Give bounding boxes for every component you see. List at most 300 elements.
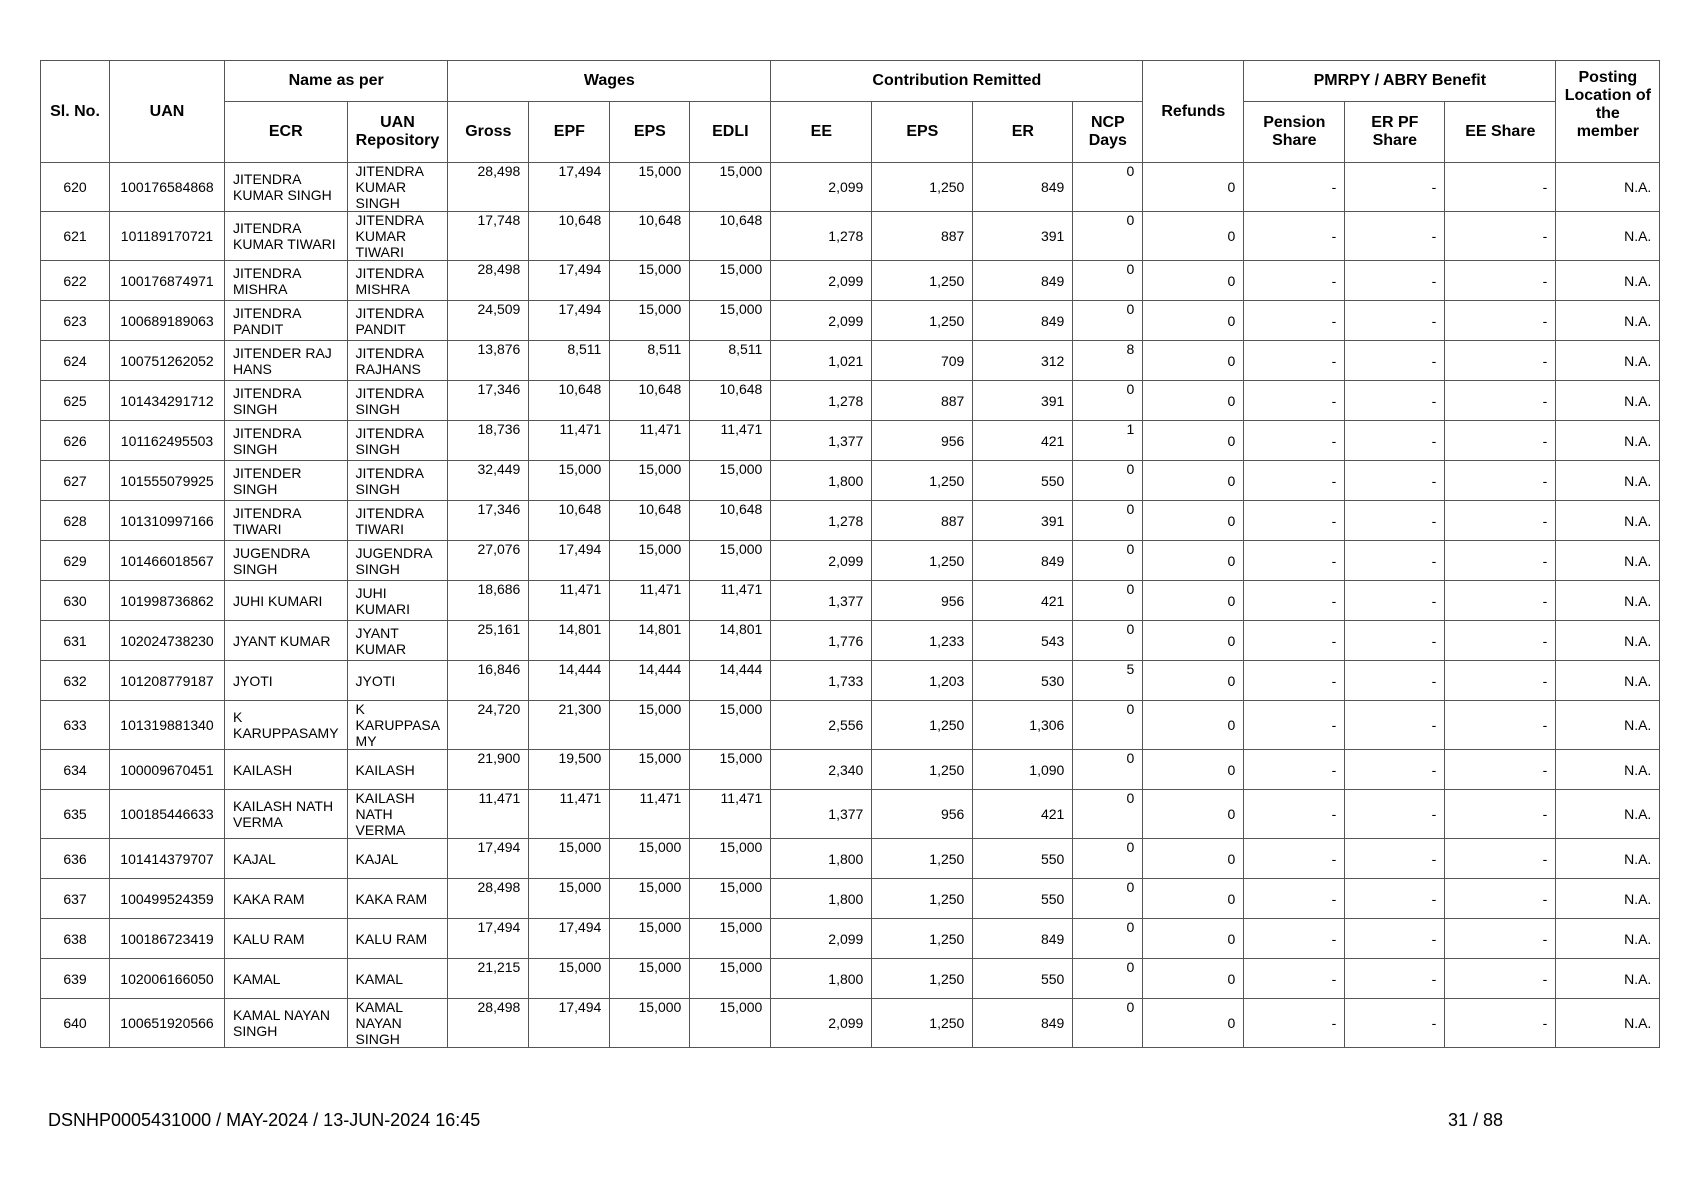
cell-ecr-name: KAMAL <box>225 959 348 999</box>
cell-pension-share: - <box>1244 261 1345 301</box>
cell-epf: 15,000 <box>529 461 610 501</box>
cell-uan-repo-name: K KARUPPASA MY <box>347 701 448 750</box>
cell-contrib-eps: 1,250 <box>872 750 973 790</box>
cell-ee: 2,099 <box>771 261 872 301</box>
cell-uan-repo-name: KAMAL NAYAN SINGH <box>347 999 448 1048</box>
cell-pension-share: - <box>1244 581 1345 621</box>
cell-epf: 17,494 <box>529 261 610 301</box>
cell-contrib-eps: 1,250 <box>872 541 973 581</box>
cell-ee: 2,099 <box>771 999 872 1048</box>
cell-er: 421 <box>973 581 1073 621</box>
cell-contrib-eps: 956 <box>872 790 973 839</box>
table-row <box>41 541 1660 581</box>
cell-ncp-days: 0 <box>1073 301 1143 341</box>
cell-epf: 15,000 <box>529 839 610 879</box>
cell-pension-share: - <box>1244 163 1345 212</box>
cell-posting-location: N.A. <box>1556 541 1660 581</box>
cell-ncp-days: 0 <box>1073 381 1143 421</box>
cell-uan: 100499524359 <box>110 879 225 919</box>
cell-edli: 14,444 <box>690 661 771 701</box>
col-contrib-eps: EPS <box>872 102 973 163</box>
cell-eps: 11,471 <box>610 581 690 621</box>
cell-er-pf-share: - <box>1345 381 1445 421</box>
cell-posting-location: N.A. <box>1556 261 1660 301</box>
cell-epf: 11,471 <box>529 581 610 621</box>
col-uan-repository: UAN Repository <box>347 102 448 163</box>
cell-refunds: 0 <box>1143 261 1244 301</box>
cell-epf: 17,494 <box>529 301 610 341</box>
cell-edli: 15,000 <box>690 541 771 581</box>
cell-edli: 15,000 <box>690 879 771 919</box>
cell-ncp-days: 0 <box>1073 501 1143 541</box>
cell-er-pf-share: - <box>1345 999 1445 1048</box>
cell-epf: 17,494 <box>529 919 610 959</box>
cell-uan: 100185446633 <box>110 790 225 839</box>
cell-ee-share: - <box>1445 959 1556 999</box>
cell-edli: 15,000 <box>690 701 771 750</box>
cell-ecr-name: JITENDRA SINGH <box>225 381 348 421</box>
cell-ee: 2,099 <box>771 541 872 581</box>
cell-sl-no: 624 <box>41 341 110 381</box>
cell-gross: 18,736 <box>448 421 529 461</box>
cell-posting-location: N.A. <box>1556 341 1660 381</box>
cell-sl-no: 640 <box>41 999 110 1048</box>
cell-contrib-eps: 1,250 <box>872 999 973 1048</box>
cell-edli: 15,000 <box>690 750 771 790</box>
cell-ee: 2,099 <box>771 301 872 341</box>
cell-gross: 28,498 <box>448 879 529 919</box>
cell-eps: 15,000 <box>610 701 690 750</box>
cell-contrib-eps: 1,250 <box>872 301 973 341</box>
cell-ee: 1,278 <box>771 501 872 541</box>
cell-er-pf-share: - <box>1345 541 1445 581</box>
col-pension-share: Pension Share <box>1244 102 1345 163</box>
cell-uan: 100689189063 <box>110 301 225 341</box>
cell-edli: 15,000 <box>690 839 771 879</box>
cell-edli: 15,000 <box>690 919 771 959</box>
cell-pension-share: - <box>1244 621 1345 661</box>
cell-ecr-name: JITENDRA KUMAR TIWARI <box>225 212 348 261</box>
cell-sl-no: 632 <box>41 661 110 701</box>
cell-er: 1,306 <box>973 701 1073 750</box>
cell-ncp-days: 0 <box>1073 163 1143 212</box>
cell-eps: 15,000 <box>610 750 690 790</box>
cell-gross: 17,346 <box>448 501 529 541</box>
col-er: ER <box>973 102 1073 163</box>
cell-uan-repo-name: KALU RAM <box>347 919 448 959</box>
cell-eps: 15,000 <box>610 461 690 501</box>
cell-ecr-name: KAJAL <box>225 839 348 879</box>
cell-eps: 11,471 <box>610 421 690 461</box>
cell-er: 543 <box>973 621 1073 661</box>
cell-ecr-name: JITENDRA MISHRA <box>225 261 348 301</box>
cell-ncp-days: 0 <box>1073 621 1143 661</box>
table-row <box>41 701 1660 750</box>
cell-gross: 24,509 <box>448 301 529 341</box>
cell-posting-location: N.A. <box>1556 879 1660 919</box>
cell-gross: 17,494 <box>448 919 529 959</box>
cell-contrib-eps: 1,250 <box>872 879 973 919</box>
cell-pension-share: - <box>1244 301 1345 341</box>
col-group-contribution: Contribution Remitted <box>771 61 1143 102</box>
cell-ee-share: - <box>1445 501 1556 541</box>
cell-uan: 100176874971 <box>110 261 225 301</box>
cell-gross: 25,161 <box>448 621 529 661</box>
cell-pension-share: - <box>1244 750 1345 790</box>
cell-sl-no: 637 <box>41 879 110 919</box>
cell-uan: 100751262052 <box>110 341 225 381</box>
cell-eps: 15,000 <box>610 959 690 999</box>
table-row <box>41 301 1660 341</box>
col-sl-no: Sl. No. <box>41 61 110 163</box>
cell-gross: 27,076 <box>448 541 529 581</box>
cell-sl-no: 631 <box>41 621 110 661</box>
cell-refunds: 0 <box>1143 999 1244 1048</box>
table-row <box>41 421 1660 461</box>
cell-er-pf-share: - <box>1345 261 1445 301</box>
table-row <box>41 790 1660 839</box>
cell-edli: 11,471 <box>690 581 771 621</box>
cell-sl-no: 627 <box>41 461 110 501</box>
cell-ee: 1,800 <box>771 839 872 879</box>
cell-ecr-name: KAMAL NAYAN SINGH <box>225 999 348 1048</box>
cell-contrib-eps: 956 <box>872 581 973 621</box>
table-row <box>41 919 1660 959</box>
cell-ee-share: - <box>1445 261 1556 301</box>
cell-edli: 11,471 <box>690 790 771 839</box>
cell-edli: 10,648 <box>690 381 771 421</box>
cell-ncp-days: 0 <box>1073 212 1143 261</box>
cell-ee: 1,800 <box>771 461 872 501</box>
cell-edli: 14,801 <box>690 621 771 661</box>
cell-ee-share: - <box>1445 212 1556 261</box>
cell-pension-share: - <box>1244 212 1345 261</box>
cell-sl-no: 634 <box>41 750 110 790</box>
table-row <box>41 621 1660 661</box>
cell-edli: 15,000 <box>690 461 771 501</box>
cell-ee: 2,099 <box>771 919 872 959</box>
cell-refunds: 0 <box>1143 919 1244 959</box>
cell-er: 312 <box>973 341 1073 381</box>
cell-posting-location: N.A. <box>1556 839 1660 879</box>
cell-pension-share: - <box>1244 701 1345 750</box>
col-group-wages: Wages <box>448 61 771 102</box>
cell-uan: 101310997166 <box>110 501 225 541</box>
cell-sl-no: 636 <box>41 839 110 879</box>
cell-uan-repo-name: JYOTI <box>347 661 448 701</box>
cell-ecr-name: JITENDER SINGH <box>225 461 348 501</box>
cell-uan-repo-name: JUHI KUMARI <box>347 581 448 621</box>
cell-ecr-name: JITENDRA PANDIT <box>225 301 348 341</box>
cell-gross: 17,494 <box>448 839 529 879</box>
cell-eps: 15,000 <box>610 839 690 879</box>
table-header <box>41 61 1660 163</box>
cell-ecr-name: KAILASH <box>225 750 348 790</box>
cell-posting-location: N.A. <box>1556 212 1660 261</box>
cell-epf: 11,471 <box>529 421 610 461</box>
cell-ncp-days: 1 <box>1073 421 1143 461</box>
cell-ee: 2,556 <box>771 701 872 750</box>
cell-edli: 15,000 <box>690 959 771 999</box>
cell-ee-share: - <box>1445 421 1556 461</box>
cell-ee: 1,278 <box>771 212 872 261</box>
cell-ecr-name: JYANT KUMAR <box>225 621 348 661</box>
cell-contrib-eps: 887 <box>872 501 973 541</box>
col-epf: EPF <box>529 102 610 163</box>
cell-uan: 101208779187 <box>110 661 225 701</box>
cell-refunds: 0 <box>1143 750 1244 790</box>
cell-ncp-days: 0 <box>1073 999 1143 1048</box>
cell-ee: 2,340 <box>771 750 872 790</box>
cell-ecr-name: K KARUPPASAMY <box>225 701 348 750</box>
table-row <box>41 261 1660 301</box>
cell-ee-share: - <box>1445 701 1556 750</box>
cell-uan: 101162495503 <box>110 421 225 461</box>
cell-ee: 1,021 <box>771 341 872 381</box>
cell-er-pf-share: - <box>1345 750 1445 790</box>
cell-gross: 18,686 <box>448 581 529 621</box>
cell-posting-location: N.A. <box>1556 301 1660 341</box>
cell-er-pf-share: - <box>1345 581 1445 621</box>
cell-refunds: 0 <box>1143 301 1244 341</box>
cell-er: 530 <box>973 661 1073 701</box>
cell-ncp-days: 0 <box>1073 879 1143 919</box>
cell-epf: 15,000 <box>529 959 610 999</box>
cell-eps: 15,000 <box>610 919 690 959</box>
col-uan: UAN <box>110 61 225 163</box>
cell-posting-location: N.A. <box>1556 661 1660 701</box>
col-refunds: Refunds <box>1143 61 1244 163</box>
cell-eps: 15,000 <box>610 999 690 1048</box>
cell-uan-repo-name: JUGENDRA SINGH <box>347 541 448 581</box>
cell-ecr-name: JUGENDRA SINGH <box>225 541 348 581</box>
cell-eps: 14,801 <box>610 621 690 661</box>
table-row <box>41 501 1660 541</box>
cell-ncp-days: 0 <box>1073 581 1143 621</box>
cell-gross: 28,498 <box>448 999 529 1048</box>
cell-pension-share: - <box>1244 959 1345 999</box>
cell-sl-no: 621 <box>41 212 110 261</box>
cell-refunds: 0 <box>1143 701 1244 750</box>
cell-contrib-eps: 1,250 <box>872 163 973 212</box>
cell-ee-share: - <box>1445 839 1556 879</box>
cell-pension-share: - <box>1244 501 1345 541</box>
col-gross: Gross <box>448 102 529 163</box>
cell-posting-location: N.A. <box>1556 163 1660 212</box>
cell-ee-share: - <box>1445 750 1556 790</box>
cell-er-pf-share: - <box>1345 501 1445 541</box>
cell-refunds: 0 <box>1143 421 1244 461</box>
cell-ee: 1,377 <box>771 790 872 839</box>
cell-eps: 15,000 <box>610 261 690 301</box>
cell-pension-share: - <box>1244 919 1345 959</box>
cell-posting-location: N.A. <box>1556 959 1660 999</box>
cell-er-pf-share: - <box>1345 701 1445 750</box>
cell-posting-location: N.A. <box>1556 919 1660 959</box>
cell-ecr-name: KALU RAM <box>225 919 348 959</box>
cell-er: 849 <box>973 541 1073 581</box>
cell-epf: 11,471 <box>529 790 610 839</box>
col-edli: EDLI <box>690 102 771 163</box>
cell-posting-location: N.A. <box>1556 501 1660 541</box>
cell-uan-repo-name: JITENDRA KUMAR SINGH <box>347 163 448 212</box>
cell-ncp-days: 0 <box>1073 701 1143 750</box>
cell-er: 849 <box>973 261 1073 301</box>
cell-sl-no: 625 <box>41 381 110 421</box>
cell-uan: 102006166050 <box>110 959 225 999</box>
cell-gross: 24,720 <box>448 701 529 750</box>
cell-ee-share: - <box>1445 541 1556 581</box>
cell-uan: 101555079925 <box>110 461 225 501</box>
cell-ee-share: - <box>1445 163 1556 212</box>
cell-refunds: 0 <box>1143 581 1244 621</box>
cell-edli: 15,000 <box>690 999 771 1048</box>
cell-pension-share: - <box>1244 461 1345 501</box>
cell-uan-repo-name: JYANT KUMAR <box>347 621 448 661</box>
cell-refunds: 0 <box>1143 501 1244 541</box>
cell-ee: 1,377 <box>771 421 872 461</box>
cell-er-pf-share: - <box>1345 790 1445 839</box>
cell-edli: 10,648 <box>690 501 771 541</box>
cell-epf: 14,444 <box>529 661 610 701</box>
cell-epf: 10,648 <box>529 212 610 261</box>
cell-gross: 32,449 <box>448 461 529 501</box>
cell-ncp-days: 0 <box>1073 959 1143 999</box>
cell-posting-location: N.A. <box>1556 461 1660 501</box>
cell-gross: 13,876 <box>448 341 529 381</box>
cell-sl-no: 635 <box>41 790 110 839</box>
cell-ecr-name: JITENDER RAJ HANS <box>225 341 348 381</box>
cell-eps: 14,444 <box>610 661 690 701</box>
cell-ee-share: - <box>1445 790 1556 839</box>
cell-uan: 101189170721 <box>110 212 225 261</box>
cell-contrib-eps: 887 <box>872 212 973 261</box>
table-row <box>41 661 1660 701</box>
cell-eps: 8,511 <box>610 341 690 381</box>
table-row <box>41 879 1660 919</box>
cell-ee-share: - <box>1445 661 1556 701</box>
ecr-contribution-table <box>40 60 1660 1048</box>
cell-er-pf-share: - <box>1345 919 1445 959</box>
cell-edli: 15,000 <box>690 163 771 212</box>
cell-uan-repo-name: KAILASH <box>347 750 448 790</box>
cell-ncp-days: 0 <box>1073 839 1143 879</box>
cell-uan: 101414379707 <box>110 839 225 879</box>
cell-refunds: 0 <box>1143 879 1244 919</box>
table-row <box>41 999 1660 1048</box>
cell-uan-repo-name: JITENDRA MISHRA <box>347 261 448 301</box>
cell-gross: 11,471 <box>448 790 529 839</box>
cell-contrib-eps: 1,250 <box>872 919 973 959</box>
cell-eps: 10,648 <box>610 381 690 421</box>
cell-epf: 21,300 <box>529 701 610 750</box>
cell-epf: 15,000 <box>529 879 610 919</box>
cell-uan-repo-name: JITENDRA SINGH <box>347 421 448 461</box>
cell-pension-share: - <box>1244 421 1345 461</box>
cell-ee-share: - <box>1445 999 1556 1048</box>
cell-pension-share: - <box>1244 879 1345 919</box>
cell-edli: 11,471 <box>690 421 771 461</box>
cell-sl-no: 626 <box>41 421 110 461</box>
cell-edli: 10,648 <box>690 212 771 261</box>
cell-ee-share: - <box>1445 461 1556 501</box>
cell-refunds: 0 <box>1143 461 1244 501</box>
cell-ecr-name: KAILASH NATH VERMA <box>225 790 348 839</box>
cell-gross: 16,846 <box>448 661 529 701</box>
cell-er-pf-share: - <box>1345 421 1445 461</box>
cell-pension-share: - <box>1244 541 1345 581</box>
cell-pension-share: - <box>1244 661 1345 701</box>
cell-er-pf-share: - <box>1345 212 1445 261</box>
cell-eps: 15,000 <box>610 541 690 581</box>
col-group-pmrpy: PMRPY / ABRY Benefit <box>1244 61 1556 102</box>
cell-ee: 1,278 <box>771 381 872 421</box>
cell-er-pf-share: - <box>1345 839 1445 879</box>
cell-er: 1,090 <box>973 750 1073 790</box>
cell-uan: 101434291712 <box>110 381 225 421</box>
cell-er: 550 <box>973 839 1073 879</box>
cell-contrib-eps: 1,250 <box>872 701 973 750</box>
cell-sl-no: 629 <box>41 541 110 581</box>
cell-pension-share: - <box>1244 341 1345 381</box>
cell-ee-share: - <box>1445 581 1556 621</box>
cell-uan-repo-name: JITENDRA TIWARI <box>347 501 448 541</box>
cell-ncp-days: 0 <box>1073 919 1143 959</box>
cell-ee-share: - <box>1445 621 1556 661</box>
cell-ee: 1,800 <box>771 959 872 999</box>
cell-er-pf-share: - <box>1345 461 1445 501</box>
cell-ee: 1,733 <box>771 661 872 701</box>
cell-er: 849 <box>973 163 1073 212</box>
col-ee-share: EE Share <box>1445 102 1556 163</box>
cell-eps: 10,648 <box>610 212 690 261</box>
cell-ee: 1,800 <box>771 879 872 919</box>
table-row <box>41 163 1660 212</box>
col-eps: EPS <box>610 102 690 163</box>
page-number: 31 / 88 <box>1448 1110 1504 1130</box>
table-body <box>41 163 1660 1048</box>
cell-er-pf-share: - <box>1345 301 1445 341</box>
cell-refunds: 0 <box>1143 381 1244 421</box>
cell-uan-repo-name: JITENDRA SINGH <box>347 461 448 501</box>
cell-uan: 100176584868 <box>110 163 225 212</box>
cell-ecr-name: JITENDRA SINGH <box>225 421 348 461</box>
col-ecr: ECR <box>225 102 348 163</box>
cell-posting-location: N.A. <box>1556 381 1660 421</box>
cell-contrib-eps: 1,203 <box>872 661 973 701</box>
cell-gross: 21,900 <box>448 750 529 790</box>
cell-ee-share: - <box>1445 919 1556 959</box>
cell-contrib-eps: 887 <box>872 381 973 421</box>
cell-edli: 15,000 <box>690 301 771 341</box>
cell-ee: 1,776 <box>771 621 872 661</box>
cell-uan-repo-name: JITENDRA SINGH <box>347 381 448 421</box>
cell-eps: 15,000 <box>610 301 690 341</box>
cell-er: 391 <box>973 212 1073 261</box>
cell-contrib-eps: 1,250 <box>872 839 973 879</box>
cell-eps: 10,648 <box>610 501 690 541</box>
cell-ecr-name: JITENDRA TIWARI <box>225 501 348 541</box>
cell-er: 849 <box>973 999 1073 1048</box>
cell-uan-repo-name: JITENDRA RAJHANS <box>347 341 448 381</box>
cell-refunds: 0 <box>1143 959 1244 999</box>
cell-uan-repo-name: JITENDRA KUMAR TIWARI <box>347 212 448 261</box>
cell-refunds: 0 <box>1143 621 1244 661</box>
cell-contrib-eps: 956 <box>872 421 973 461</box>
cell-edli: 15,000 <box>690 261 771 301</box>
cell-uan: 100651920566 <box>110 999 225 1048</box>
cell-posting-location: N.A. <box>1556 750 1660 790</box>
